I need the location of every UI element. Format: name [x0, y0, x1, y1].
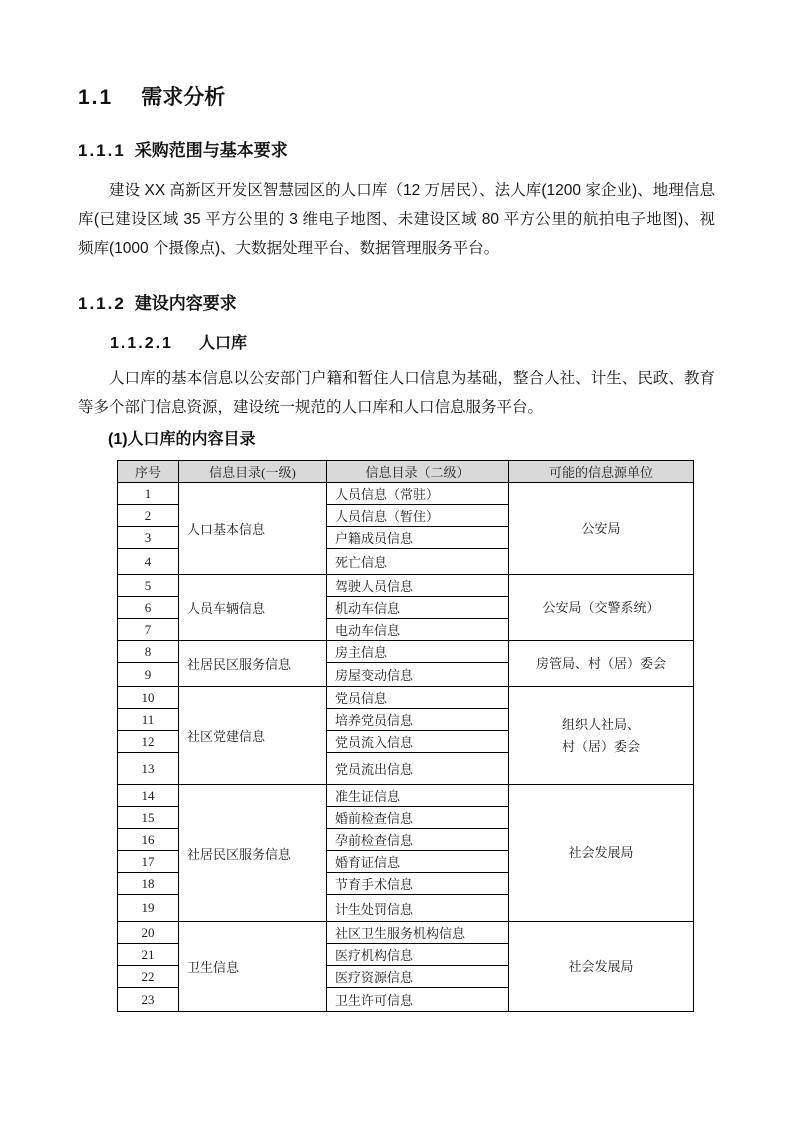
cell-seq-no: 11 [118, 709, 179, 731]
cell-catalog-level2: 电动车信息 [327, 619, 509, 641]
cell-catalog-level2: 房主信息 [327, 641, 509, 663]
table-row [118, 785, 694, 807]
table-row [118, 483, 694, 505]
population-catalog-table [117, 460, 694, 1012]
cell-catalog-level2: 房屋变动信息 [327, 663, 509, 687]
cell-seq-no: 14 [118, 785, 179, 807]
cell-catalog-level1: 社居民区服务信息 [179, 641, 327, 687]
cell-catalog-level1: 人员车辆信息 [179, 575, 327, 641]
cell-seq-no: 21 [118, 944, 179, 966]
cell-catalog-level2: 人员信息（常驻） [327, 483, 509, 505]
table-row [118, 641, 694, 663]
cell-catalog-level2: 医疗资源信息 [327, 966, 509, 988]
cell-catalog-level2: 驾驶人员信息 [327, 575, 509, 597]
heading-number: 1.1.1 [78, 141, 126, 160]
cell-source-unit: 公安局（交警系统） [509, 575, 694, 641]
cell-catalog-level2: 机动车信息 [327, 597, 509, 619]
cell-seq-no: 22 [118, 966, 179, 988]
paragraph-population-database: 人口库的基本信息以公安部门户籍和暂住人口信息为基础，整合人社、计生、民政、教育等多个部门信息资源，建设统一规范的人口库和人口信息服务平台。 [78, 370, 715, 416]
cell-catalog-level2: 婚育证信息 [327, 851, 509, 873]
cell-seq-no: 2 [118, 505, 179, 527]
cell-catalog-level2: 党员流入信息 [327, 731, 509, 753]
cell-catalog-level2: 党员流出信息 [327, 753, 509, 785]
table-row [118, 575, 694, 597]
cell-source-unit: 社会发展局 [509, 785, 694, 922]
cell-seq-no: 20 [118, 922, 179, 944]
cell-seq-no: 10 [118, 687, 179, 709]
cell-catalog-level2: 医疗机构信息 [327, 944, 509, 966]
cell-seq-no: 3 [118, 527, 179, 549]
cell-catalog-level2: 准生证信息 [327, 785, 509, 807]
cell-seq-no: 12 [118, 731, 179, 753]
cell-seq-no: 16 [118, 829, 179, 851]
heading-procurement-scope [78, 140, 715, 162]
cell-catalog-level2: 孕前检查信息 [327, 829, 509, 851]
cell-catalog-level2: 卫生许可信息 [327, 988, 509, 1012]
cell-catalog-level2: 婚前检查信息 [327, 807, 509, 829]
cell-seq-no: 15 [118, 807, 179, 829]
cell-catalog-level2: 社区卫生服务机构信息 [327, 922, 509, 944]
heading-number: 1.1.2.1 [110, 335, 173, 352]
cell-seq-no: 23 [118, 988, 179, 1012]
column-header-seq-no: 序号 [118, 461, 179, 483]
cell-catalog-level2: 培养党员信息 [327, 709, 509, 731]
cell-catalog-level2: 节育手术信息 [327, 873, 509, 895]
column-header-source-unit: 可能的信息源单位 [509, 461, 694, 483]
cell-seq-no: 5 [118, 575, 179, 597]
table-row [118, 922, 694, 944]
cell-catalog-level2: 人员信息（暂住） [327, 505, 509, 527]
column-header-catalog-level2: 信息目录（二级） [327, 461, 509, 483]
cell-seq-no: 17 [118, 851, 179, 873]
cell-catalog-level2: 户籍成员信息 [327, 527, 509, 549]
cell-source-unit: 公安局 [509, 483, 694, 575]
list-heading-population-catalog: (1)人口库的内容目录 [108, 431, 256, 448]
paragraph-procurement-scope: 建设 XX 高新区开发区智慧园区的人口库（12 万居民）、法人库(1200 家企业)、地理信息库(已建设区域 35 平方公里的 3 维电子地图、未建设区域 80 平方公里的航拍电子地图)、视频库(1000 个摄像点)、大数据处理平台、数据管理服务平台。 [78, 182, 715, 257]
cell-catalog-level1: 卫生信息 [179, 922, 327, 1012]
cell-seq-no: 18 [118, 873, 179, 895]
cell-seq-no: 4 [118, 549, 179, 575]
cell-catalog-level2: 计生处罚信息 [327, 895, 509, 922]
cell-catalog-level2: 党员信息 [327, 687, 509, 709]
cell-source-unit: 社会发展局 [509, 922, 694, 1012]
table-body [118, 483, 694, 1012]
cell-source-unit: 房管局、村（居）委会 [509, 641, 694, 687]
heading-number: 1.1 [78, 86, 114, 109]
cell-source-unit: 组织人社局、 村（居）委会 [509, 687, 694, 785]
cell-seq-no: 6 [118, 597, 179, 619]
heading-number: 1.1.2 [78, 294, 126, 313]
cell-catalog-level1: 社居民区服务信息 [179, 785, 327, 922]
cell-seq-no: 9 [118, 663, 179, 687]
column-header-catalog-level1: 信息目录(一级) [179, 461, 327, 483]
cell-seq-no: 7 [118, 619, 179, 641]
cell-seq-no: 13 [118, 753, 179, 785]
cell-seq-no: 8 [118, 641, 179, 663]
table-header-row [118, 461, 694, 483]
cell-catalog-level2: 死亡信息 [327, 549, 509, 575]
heading-construction-content [78, 293, 715, 315]
heading-title: 建设内容要求 [134, 294, 237, 313]
heading-population-database [110, 333, 715, 354]
heading-title: 采购范围与基本要求 [134, 141, 288, 160]
heading-title: 人口库 [198, 335, 247, 352]
heading-requirements-analysis [78, 84, 715, 111]
cell-seq-no: 19 [118, 895, 179, 922]
table-row [118, 687, 694, 709]
cell-seq-no: 1 [118, 483, 179, 505]
heading-title: 需求分析 [141, 86, 226, 109]
cell-catalog-level1: 社区党建信息 [179, 687, 327, 785]
cell-catalog-level1: 人口基本信息 [179, 483, 327, 575]
